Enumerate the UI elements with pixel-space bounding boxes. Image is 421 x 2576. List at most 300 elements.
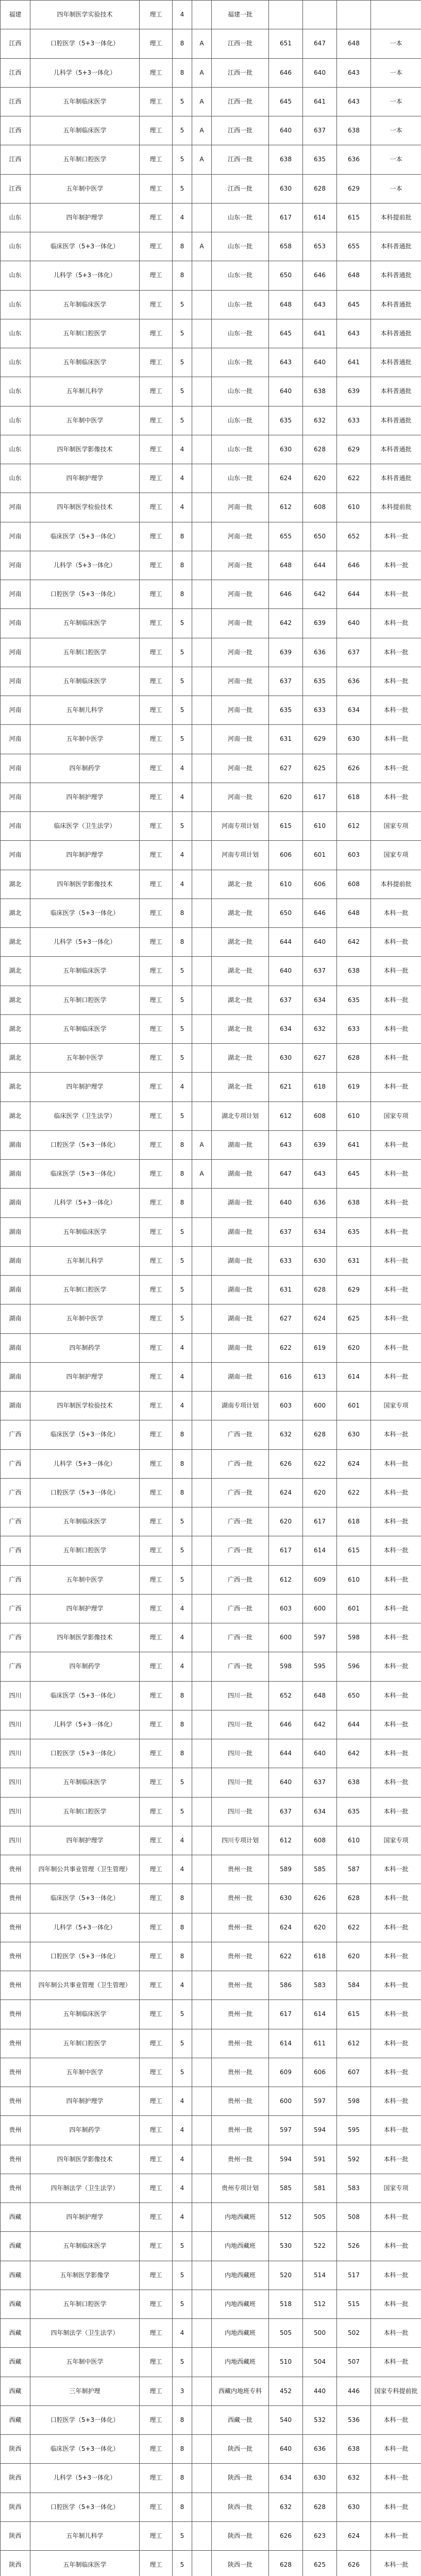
table-row — [1, 435, 421, 464]
table-row — [1, 1913, 421, 1942]
cell-batch: 湖南一批 — [212, 1362, 269, 1391]
cell-flag — [192, 1044, 212, 1073]
cell-min-score: 636 — [303, 2435, 337, 2464]
cell-level: 国家专项 — [371, 1101, 421, 1130]
cell-batch: 湖南一批 — [212, 1189, 269, 1217]
cell-category: 理工 — [140, 1536, 173, 1565]
cell-flag — [192, 1304, 212, 1333]
cell-category: 理工 — [140, 1478, 173, 1507]
cell-level: 本科一批 — [371, 1478, 421, 1507]
cell-level: 本科一批 — [371, 1304, 421, 1333]
cell-years: 8 — [173, 1449, 192, 1478]
cell-category: 理工 — [140, 464, 173, 493]
cell-min-score: 617 — [303, 783, 337, 811]
cell-years: 5 — [173, 1276, 192, 1304]
cell-avg-score: 601 — [337, 1594, 371, 1623]
cell-min-score: 632 — [303, 1014, 337, 1043]
cell-major: 临床医学（5+3一体化） — [30, 2435, 140, 2464]
cell-province: 陕西 — [1, 2493, 30, 2521]
cell-flag: A — [192, 29, 212, 58]
cell-max-score: 452 — [269, 2377, 303, 2405]
cell-province: 河南 — [1, 580, 30, 609]
cell-years: 5 — [173, 2261, 192, 2290]
cell-level: 本科一批 — [371, 2319, 421, 2348]
cell-flag — [192, 2377, 212, 2405]
cell-province: 四川 — [1, 1768, 30, 1797]
cell-max-score: 631 — [269, 1276, 303, 1304]
cell-category: 理工 — [140, 2405, 173, 2434]
cell-avg-score: 610 — [337, 1826, 371, 1855]
cell-level: 国家专科提前批 — [371, 2377, 421, 2405]
cell-province: 陕西 — [1, 2464, 30, 2493]
cell-level: 本科一批 — [371, 1217, 421, 1246]
cell-category: 理工 — [140, 2290, 173, 2318]
cell-flag: A — [192, 116, 212, 145]
cell-major: 四年制医学影像技术 — [30, 1623, 140, 1652]
cell-major: 四年制护理学 — [30, 1826, 140, 1855]
cell-min-score: 514 — [303, 2261, 337, 2290]
cell-category: 理工 — [140, 1971, 173, 2000]
cell-category: 理工 — [140, 1768, 173, 1797]
cell-flag — [192, 841, 212, 870]
cell-category: 理工 — [140, 2058, 173, 2087]
cell-major: 临床医学（5+3一体化） — [30, 1160, 140, 1189]
cell-major: 五年制口腔医学 — [30, 2029, 140, 2058]
cell-min-score: 624 — [303, 1304, 337, 1333]
cell-category: 理工 — [140, 841, 173, 870]
cell-flag — [192, 783, 212, 811]
table-row — [1, 1942, 421, 1971]
table-row — [1, 174, 421, 203]
cell-major: 临床医学（5+3一体化） — [30, 1681, 140, 1710]
cell-min-score: 597 — [303, 1623, 337, 1652]
cell-major: 儿科学（5+3一体化） — [30, 2464, 140, 2493]
cell-years: 4 — [173, 1073, 192, 1101]
cell-level: 本科普通批 — [371, 290, 421, 319]
cell-min-score: 644 — [303, 551, 337, 580]
cell-years: 8 — [173, 1160, 192, 1189]
cell-category: 理工 — [140, 1246, 173, 1275]
cell-flag — [192, 1884, 212, 1913]
cell-batch: 山东一批 — [212, 203, 269, 232]
cell-min-score: 622 — [303, 1449, 337, 1478]
cell-avg-score: 583 — [337, 2174, 371, 2202]
cell-years: 8 — [173, 1681, 192, 1710]
cell-max-score: 635 — [269, 406, 303, 435]
cell-level: 本科一批 — [371, 2405, 421, 2434]
cell-batch: 福建一批 — [212, 1, 269, 29]
cell-batch: 山东一批 — [212, 232, 269, 261]
cell-province: 西藏 — [1, 2319, 30, 2348]
table-row — [1, 116, 421, 145]
cell-category: 理工 — [140, 2377, 173, 2405]
cell-category: 理工 — [140, 2521, 173, 2550]
cell-years: 5 — [173, 1507, 192, 1536]
cell-years: 4 — [173, 754, 192, 783]
cell-province: 河南 — [1, 812, 30, 841]
cell-max-score: 626 — [269, 2521, 303, 2550]
cell-category: 理工 — [140, 1130, 173, 1159]
cell-major: 五年制临床医学 — [30, 348, 140, 377]
table-row — [1, 899, 421, 927]
cell-avg-score: 637 — [337, 638, 371, 667]
cell-min-score: 628 — [303, 1276, 337, 1304]
cell-province: 河南 — [1, 754, 30, 783]
cell-major: 口腔医学（5+3一体化） — [30, 580, 140, 609]
cell-avg-score: 622 — [337, 1478, 371, 1507]
cell-min-score: 640 — [303, 58, 337, 87]
cell-category: 理工 — [140, 1333, 173, 1362]
cell-flag — [192, 1739, 212, 1768]
table-row — [1, 870, 421, 899]
cell-min-score: 639 — [303, 1130, 337, 1159]
cell-years: 8 — [173, 580, 192, 609]
cell-category: 理工 — [140, 899, 173, 927]
cell-batch: 贵州一批 — [212, 2029, 269, 2058]
cell-major: 五年制口腔医学 — [30, 986, 140, 1014]
table-row — [1, 1623, 421, 1652]
cell-max-score: 624 — [269, 1478, 303, 1507]
cell-level: 本科一批 — [371, 899, 421, 927]
cell-level: 一本 — [371, 116, 421, 145]
cell-max-score: 631 — [269, 725, 303, 754]
cell-batch: 贵州一批 — [212, 2145, 269, 2174]
cell-level: 本科一批 — [371, 2261, 421, 2290]
cell-max-score: 585 — [269, 2174, 303, 2202]
cell-flag: A — [192, 1160, 212, 1189]
cell-max-score: 606 — [269, 841, 303, 870]
cell-batch: 内地西藏班 — [212, 2290, 269, 2318]
cell-category: 理工 — [140, 1710, 173, 1739]
cell-max-score: 630 — [269, 435, 303, 464]
cell-avg-score: 644 — [337, 580, 371, 609]
cell-flag — [192, 1392, 212, 1420]
cell-years: 8 — [173, 899, 192, 927]
cell-years: 4 — [173, 493, 192, 522]
cell-category: 理工 — [140, 348, 173, 377]
cell-years: 8 — [173, 2464, 192, 2493]
cell-years: 8 — [173, 29, 192, 58]
cell-level: 本科一批 — [371, 667, 421, 696]
cell-province: 江西 — [1, 87, 30, 116]
cell-province: 湖北 — [1, 1044, 30, 1073]
cell-years: 5 — [173, 87, 192, 116]
cell-min-score: 585 — [303, 1855, 337, 1884]
cell-major: 五年制临床医学 — [30, 609, 140, 638]
cell-category: 理工 — [140, 696, 173, 725]
cell-avg-score: 630 — [337, 2493, 371, 2521]
cell-major: 口腔医学（5+3一体化） — [30, 1739, 140, 1768]
table-row — [1, 1855, 421, 1884]
cell-flag — [192, 2405, 212, 2434]
cell-major: 五年制口腔医学 — [30, 1276, 140, 1304]
cell-years: 5 — [173, 290, 192, 319]
cell-province: 贵州 — [1, 2116, 30, 2145]
cell-batch: 湖北一批 — [212, 1073, 269, 1101]
cell-category: 理工 — [140, 638, 173, 667]
cell-province: 贵州 — [1, 1913, 30, 1942]
cell-category: 理工 — [140, 290, 173, 319]
cell-min-score: 643 — [303, 1160, 337, 1189]
cell-max-score: 520 — [269, 2261, 303, 2290]
cell-category: 理工 — [140, 1304, 173, 1333]
cell-major: 口腔医学（5+3一体化） — [30, 29, 140, 58]
cell-batch: 四川一批 — [212, 1681, 269, 1710]
cell-major: 五年制临床医学 — [30, 1014, 140, 1043]
cell-min-score: 627 — [303, 1044, 337, 1073]
cell-years: 5 — [173, 1565, 192, 1594]
table-row — [1, 377, 421, 406]
cell-min-score: 628 — [303, 435, 337, 464]
cell-avg-score: 610 — [337, 1101, 371, 1130]
cell-level: 本科一批 — [371, 1014, 421, 1043]
cell-level: 本科一批 — [371, 1333, 421, 1362]
cell-province: 江西 — [1, 29, 30, 58]
table-row — [1, 754, 421, 783]
table-row — [1, 2551, 421, 2576]
cell-flag — [192, 1276, 212, 1304]
cell-avg-score: 641 — [337, 348, 371, 377]
cell-years: 5 — [173, 406, 192, 435]
cell-major: 五年制口腔医学 — [30, 1797, 140, 1826]
cell-max-score: 600 — [269, 1623, 303, 1652]
cell-province: 湖北 — [1, 870, 30, 899]
cell-level: 一本 — [371, 87, 421, 116]
cell-max-score: 650 — [269, 899, 303, 927]
table-row — [1, 2435, 421, 2464]
cell-years: 8 — [173, 1478, 192, 1507]
cell-flag — [192, 2058, 212, 2087]
table-row — [1, 2232, 421, 2261]
cell-avg-score: 620 — [337, 1942, 371, 1971]
cell-major: 五年制临床医学 — [30, 1768, 140, 1797]
cell-years: 4 — [173, 1392, 192, 1420]
cell-max-score: 612 — [269, 1565, 303, 1594]
cell-level: 本科一批 — [371, 2000, 421, 2029]
cell-batch: 湖南一批 — [212, 1160, 269, 1189]
cell-province: 西藏 — [1, 2377, 30, 2405]
cell-category: 理工 — [140, 1942, 173, 1971]
cell-category: 理工 — [140, 1797, 173, 1826]
table-row — [1, 725, 421, 754]
cell-level: 国家专项 — [371, 841, 421, 870]
cell-flag: A — [192, 1130, 212, 1159]
cell-flag — [192, 2116, 212, 2145]
cell-max-score: 609 — [269, 2058, 303, 2087]
table-row — [1, 1826, 421, 1855]
cell-max-score: 632 — [269, 1420, 303, 1449]
cell-avg-score: 638 — [337, 116, 371, 145]
cell-major: 五年制临床医学 — [30, 87, 140, 116]
cell-province: 西藏 — [1, 2261, 30, 2290]
cell-batch: 广西一批 — [212, 1478, 269, 1507]
table-row — [1, 145, 421, 174]
cell-batch: 湖南一批 — [212, 1130, 269, 1159]
cell-batch: 内地西藏班 — [212, 2261, 269, 2290]
cell-major: 五年制临床医学 — [30, 1507, 140, 1536]
cell-flag — [192, 174, 212, 203]
cell-category: 理工 — [140, 754, 173, 783]
cell-batch: 湖南一批 — [212, 1333, 269, 1362]
cell-major: 儿科学（5+3一体化） — [30, 551, 140, 580]
cell-flag — [192, 1014, 212, 1043]
cell-min-score: 611 — [303, 2029, 337, 2058]
cell-flag — [192, 2232, 212, 2261]
cell-level: 本科一批 — [371, 1276, 421, 1304]
cell-years: 4 — [173, 1971, 192, 2000]
cell-batch: 贵州一批 — [212, 2000, 269, 2029]
cell-avg-score: 642 — [337, 1739, 371, 1768]
cell-province: 湖南 — [1, 1362, 30, 1391]
cell-major: 四年制医学影像技术 — [30, 435, 140, 464]
cell-batch: 湖北一批 — [212, 899, 269, 927]
cell-max-score: 603 — [269, 1594, 303, 1623]
cell-province: 山东 — [1, 319, 30, 348]
cell-avg-score: 622 — [337, 464, 371, 493]
cell-max-score: 589 — [269, 1855, 303, 1884]
cell-category: 理工 — [140, 1913, 173, 1942]
table-row — [1, 1652, 421, 1681]
cell-years: 8 — [173, 551, 192, 580]
cell-min-score: 619 — [303, 1333, 337, 1362]
cell-avg-score: 630 — [337, 725, 371, 754]
cell-max-score: 642 — [269, 609, 303, 638]
table-row — [1, 1189, 421, 1217]
cell-flag — [192, 1536, 212, 1565]
cell-avg-score: 640 — [337, 609, 371, 638]
cell-min-score: 636 — [303, 1189, 337, 1217]
cell-avg-score: 645 — [337, 1160, 371, 1189]
cell-flag — [192, 1217, 212, 1246]
cell-years: 8 — [173, 1130, 192, 1159]
cell-batch: 河南一批 — [212, 754, 269, 783]
table-row — [1, 2377, 421, 2405]
cell-avg-score: 626 — [337, 754, 371, 783]
cell-level: 本科一批 — [371, 1507, 421, 1536]
cell-batch: 河南一批 — [212, 522, 269, 551]
cell-max-score: 630 — [269, 1884, 303, 1913]
cell-major: 四年制医学实验技术 — [30, 1, 140, 29]
table-row — [1, 1681, 421, 1710]
cell-max-score: 645 — [269, 87, 303, 116]
cell-avg-score: 598 — [337, 1623, 371, 1652]
cell-province: 广西 — [1, 1420, 30, 1449]
cell-min-score: 522 — [303, 2232, 337, 2261]
cell-avg-score: 636 — [337, 667, 371, 696]
cell-avg-score: 603 — [337, 841, 371, 870]
cell-province: 四川 — [1, 1826, 30, 1855]
cell-province: 河南 — [1, 638, 30, 667]
cell-batch: 广西一批 — [212, 1565, 269, 1594]
cell-flag — [192, 1826, 212, 1855]
cell-max-score: 518 — [269, 2290, 303, 2318]
cell-batch: 江西一批 — [212, 58, 269, 87]
cell-min-score: 646 — [303, 899, 337, 927]
cell-flag — [192, 261, 212, 290]
cell-batch: 陕西一批 — [212, 2493, 269, 2521]
cell-batch: 陕西一批 — [212, 2464, 269, 2493]
cell-category: 理工 — [140, 1739, 173, 1768]
cell-category: 理工 — [140, 1449, 173, 1478]
cell-level: 国家专项 — [371, 2174, 421, 2202]
cell-avg-score: 618 — [337, 783, 371, 811]
cell-min-score: 608 — [303, 1101, 337, 1130]
cell-avg-score: 638 — [337, 2435, 371, 2464]
cell-category: 理工 — [140, 2000, 173, 2029]
cell-batch: 贵州一批 — [212, 2087, 269, 2116]
cell-province: 四川 — [1, 1739, 30, 1768]
cell-batch: 四川一批 — [212, 1739, 269, 1768]
cell-province: 陕西 — [1, 2435, 30, 2464]
cell-min-score: 639 — [303, 609, 337, 638]
table-row — [1, 406, 421, 435]
cell-max-score: 634 — [269, 1014, 303, 1043]
cell-level: 本科一批 — [371, 1797, 421, 1826]
cell-flag — [192, 580, 212, 609]
table-row — [1, 1362, 421, 1391]
cell-category: 理工 — [140, 174, 173, 203]
cell-max-score: 645 — [269, 319, 303, 348]
cell-province: 四川 — [1, 1710, 30, 1739]
cell-province: 江西 — [1, 58, 30, 87]
cell-batch: 四川一批 — [212, 1797, 269, 1826]
cell-major: 儿科学（5+3一体化） — [30, 58, 140, 87]
cell-batch: 河南一批 — [212, 638, 269, 667]
cell-max-score: 635 — [269, 696, 303, 725]
cell-major: 五年制儿科学 — [30, 2521, 140, 2550]
cell-level: 本科一批 — [371, 580, 421, 609]
cell-min-score: 614 — [303, 1536, 337, 1565]
cell-province: 湖南 — [1, 1189, 30, 1217]
cell-max-score: 643 — [269, 1130, 303, 1159]
cell-min-score: 637 — [303, 116, 337, 145]
cell-years: 5 — [173, 667, 192, 696]
cell-major: 儿科学（5+3一体化） — [30, 1449, 140, 1478]
cell-province: 山东 — [1, 261, 30, 290]
cell-category: 理工 — [140, 1652, 173, 1681]
cell-batch: 河南一批 — [212, 609, 269, 638]
cell-category: 理工 — [140, 725, 173, 754]
cell-flag — [192, 754, 212, 783]
cell-major: 五年制口腔医学 — [30, 145, 140, 174]
cell-category: 理工 — [140, 319, 173, 348]
cell-province: 湖南 — [1, 1130, 30, 1159]
table-row — [1, 2029, 421, 2058]
cell-max-score: 637 — [269, 1797, 303, 1826]
cell-province: 河南 — [1, 725, 30, 754]
cell-batch: 贵州一批 — [212, 2058, 269, 2087]
cell-province: 西藏 — [1, 2203, 30, 2232]
cell-batch: 陕西一批 — [212, 2435, 269, 2464]
cell-years: 5 — [173, 957, 192, 986]
cell-level: 本科普通批 — [371, 261, 421, 290]
cell-province: 贵州 — [1, 2145, 30, 2174]
cell-major: 儿科学（5+3一体化） — [30, 261, 140, 290]
table-row — [1, 2058, 421, 2087]
cell-batch: 山东一批 — [212, 377, 269, 406]
cell-province: 贵州 — [1, 1942, 30, 1971]
table-row — [1, 609, 421, 638]
cell-flag — [192, 2493, 212, 2521]
cell-avg-score: 638 — [337, 1768, 371, 1797]
cell-max-score: 647 — [269, 1160, 303, 1189]
cell-batch: 江西一批 — [212, 116, 269, 145]
cell-province: 河南 — [1, 609, 30, 638]
cell-min-score: 646 — [303, 261, 337, 290]
cell-batch: 湖北一批 — [212, 1044, 269, 1073]
cell-level: 本科一批 — [371, 986, 421, 1014]
cell-max-score: 620 — [269, 1507, 303, 1536]
